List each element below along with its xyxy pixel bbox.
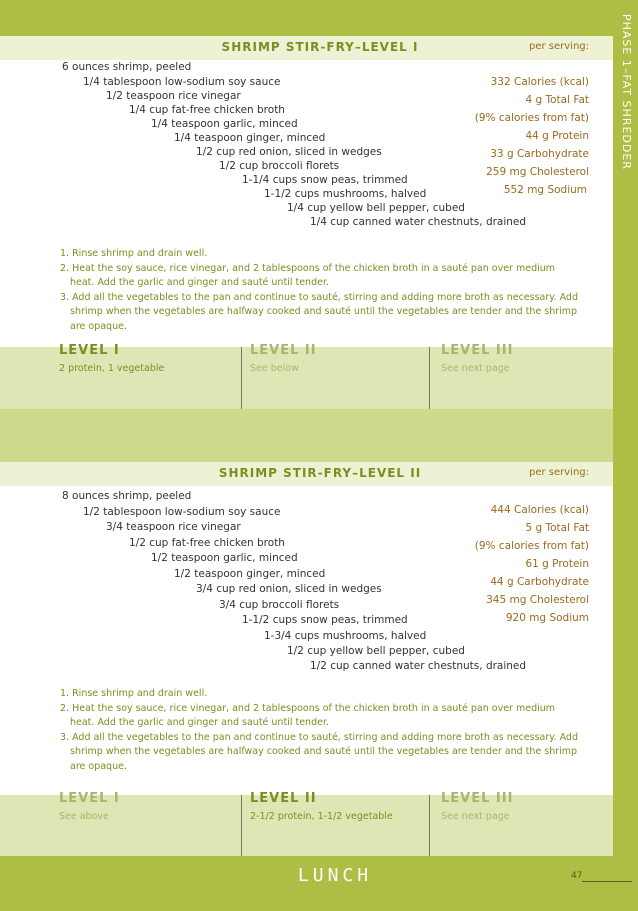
page-footer — [0, 856, 613, 911]
level-2-col-1 — [59, 791, 239, 857]
ingredient-item: 1/2 teaspoon ginger, minced — [174, 568, 326, 580]
level-2-col-2 — [241, 791, 428, 857]
level-1-col-3 — [429, 343, 610, 409]
side-tab-label: PHASE 1–FAT SHREDDER — [620, 14, 633, 170]
nutrition-protein: 61 g Protein — [525, 558, 589, 570]
level-desc: See below — [250, 363, 299, 374]
ingredient-item: 1/2 cup canned water chestnuts, drained — [310, 660, 527, 672]
level-1-col-1 — [59, 343, 239, 409]
nutrition-carbohydrate: 33 g Carbohydrate — [490, 148, 589, 160]
instruction-step: 1. Rinse shrimp and drain well. — [60, 248, 208, 259]
level-title: LEVEL II — [250, 791, 317, 806]
ingredient-item: 1/4 teaspoon garlic, minced — [151, 118, 298, 130]
level-2-col-3 — [429, 791, 610, 857]
ingredient-item: 1-1/2 cups mushrooms, halved — [264, 188, 427, 200]
instructions-2 — [60, 687, 580, 774]
ingredient-item: 1/2 cup fat-free chicken broth — [129, 537, 285, 549]
ingredient-item: 1-1/4 cups snow peas, trimmed — [242, 174, 408, 186]
nutrition-fat-percent: (9% calories from fat) — [474, 540, 589, 552]
level-desc: See next page — [441, 363, 510, 374]
level-desc: See next page — [441, 811, 510, 822]
nutrition-calories: 444 Calories (kcal) — [490, 504, 589, 516]
ingredient-item: 1/2 cup yellow bell pepper, cubed — [287, 645, 465, 657]
ingredient-item: 1-1/2 cups snow peas, trimmed — [242, 614, 408, 626]
ingredient-item: 1/2 cup red onion, sliced in wedges — [196, 146, 382, 158]
level-desc: See above — [59, 811, 109, 822]
ingredient-item: 3/4 cup broccoli florets — [219, 599, 340, 611]
nutrition-total-fat: 5 g Total Fat — [525, 522, 589, 534]
page-number-rule — [582, 881, 632, 882]
level-title: LEVEL III — [441, 791, 514, 806]
level-1-col-2 — [241, 343, 428, 409]
nutrition-cholesterol: 345 mg Cholesterol — [486, 594, 589, 606]
ingredient-item: 1/4 tablespoon low-sodium soy sauce — [83, 76, 281, 88]
instructions-1 — [60, 247, 580, 334]
instruction-step: 2. Heat the soy sauce, rice vinegar, and 2 tablespoons of the chicken broth in a sauté pan over medium heat. Add the garlic and ginger and sauté until tender. — [60, 702, 556, 728]
nutrition-sodium: 552 mg Sodium — [503, 184, 587, 196]
instruction-step: 3. Add all the vegetables to the pan and continue to sauté, stirring and adding more broth as necessary. Add shrimp when the vegetables are halfway cooked and sauté until the vegetables are tender and the shrimp are opaque. — [60, 731, 578, 772]
recipe-title-1: SHRIMP STIR-FRY–LEVEL I — [221, 40, 419, 54]
nutrition-cholesterol: 259 mg Cholesterol — [486, 166, 589, 178]
section-title: LUNCH — [297, 865, 373, 886]
nutrition-calories: 332 Calories (kcal) — [490, 76, 589, 88]
instruction-step: 1. Rinse shrimp and drain well. — [60, 688, 208, 699]
ingredient-item: 1/4 cup fat-free chicken broth — [129, 104, 285, 116]
ingredient-item: 1/4 teaspoon ginger, minced — [174, 132, 326, 144]
nutrition-fat-percent: (9% calories from fat) — [474, 112, 589, 124]
level-title: LEVEL I — [59, 791, 120, 806]
ingredient-item: 8 ounces shrimp, peeled — [62, 490, 192, 502]
recipe-header-2 — [0, 462, 613, 486]
ingredient-item: 1/4 cup yellow bell pepper, cubed — [287, 202, 465, 214]
nutrition-protein: 44 g Protein — [525, 130, 589, 142]
instruction-step: 3. Add all the vegetables to the pan and continue to sauté, stirring and adding more broth as necessary. Add shrimp when the vegetables are halfway cooked and sauté until the vegetables are tender and the shrimp are opaque. — [60, 291, 578, 332]
ingredient-item: 3/4 teaspoon rice vinegar — [106, 521, 241, 533]
per-serving-label-2: per serving: — [528, 467, 589, 478]
per-serving-label-1: per serving: — [528, 41, 589, 52]
ingredient-item: 3/4 cup red onion, sliced in wedges — [196, 583, 382, 595]
ingredient-item: 6 ounces shrimp, peeled — [62, 61, 192, 73]
recipe-title-2: SHRIMP STIR-FRY–LEVEL II — [218, 466, 422, 480]
recipe-card-2 — [0, 462, 613, 795]
level-title: LEVEL I — [59, 343, 120, 358]
section-divider-band — [0, 409, 613, 462]
level-title: LEVEL III — [441, 343, 514, 358]
nutrition-carbohydrate: 44 g Carbohydrate — [490, 576, 589, 588]
ingredient-item: 1/2 teaspoon rice vinegar — [106, 90, 241, 102]
instruction-step: 2. Heat the soy sauce, rice vinegar, and 2 tablespoons of the chicken broth in a sauté pan over medium heat. Add the garlic and ginger and sauté until tender. — [60, 262, 556, 288]
nutrition-total-fat: 4 g Total Fat — [525, 94, 589, 106]
ingredient-item: 1-3/4 cups mushrooms, halved — [264, 630, 427, 642]
nutrition-sodium: 920 mg Sodium — [505, 612, 589, 624]
level-title: LEVEL II — [250, 343, 317, 358]
recipe-card-1 — [0, 36, 613, 347]
ingredient-item: 1/2 tablespoon low-sodium soy sauce — [83, 506, 281, 518]
ingredient-item: 1/2 cup broccoli florets — [219, 160, 340, 172]
recipe-header-1 — [0, 36, 613, 60]
page-number: 47 — [571, 871, 583, 881]
level-bar-1 — [0, 343, 613, 409]
level-desc: 2 protein, 1 vegetable — [59, 363, 165, 374]
ingredient-item: 1/4 cup canned water chestnuts, drained — [310, 216, 527, 228]
level-desc: 2-1/2 protein, 1-1/2 vegetable — [250, 811, 393, 822]
ingredient-item: 1/2 teaspoon garlic, minced — [151, 552, 298, 564]
level-bar-2 — [0, 791, 613, 857]
